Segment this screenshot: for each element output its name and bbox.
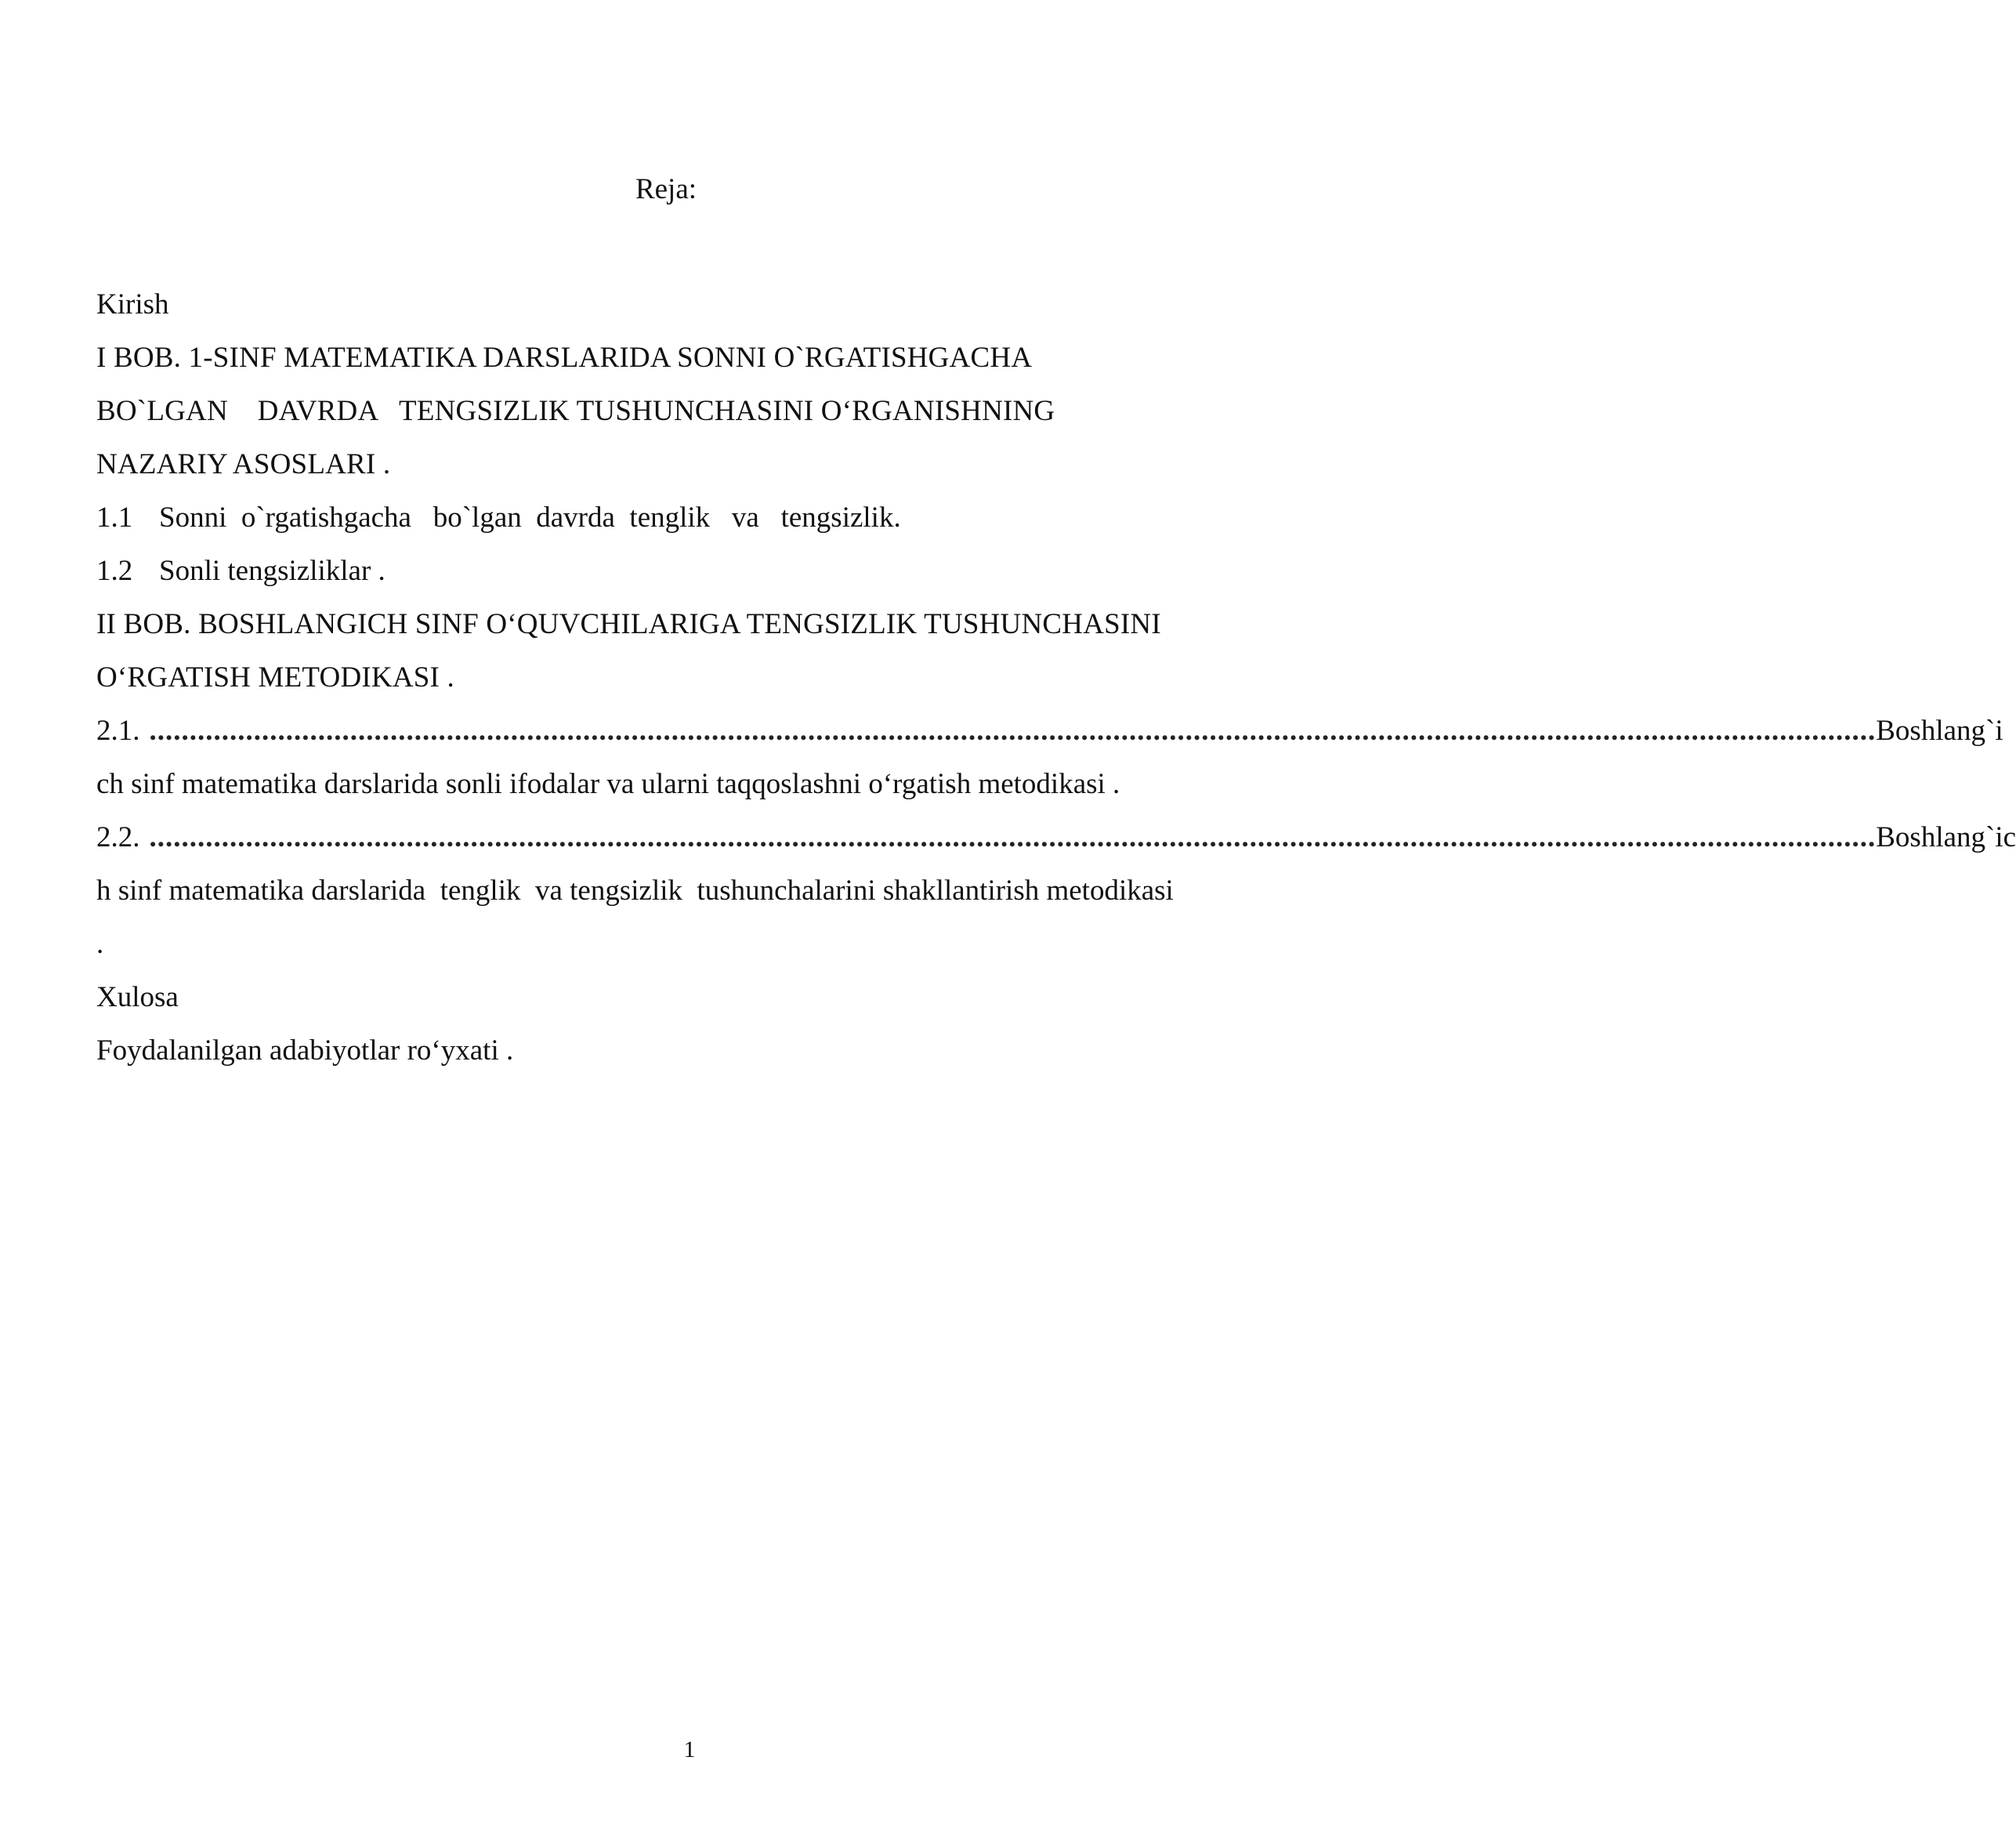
section-number: 1.2 bbox=[96, 555, 133, 587]
toc-chapter1-line1: I BOB. 1-SINF MATEMATIKA DARSLARIDA SONNI O`RGATISHGACHA bbox=[96, 342, 1033, 374]
toc-chapter2-line1: II BOB. BOSHLANGICH SINF O‘QUVCHILARIGA TENGSIZLIK TUSHUNCHASINI bbox=[96, 608, 1161, 640]
toc-section-2-1-continuation: ch sinf matematika darslarida sonli ifodalar va ularni taqqoslashni o‘rgatish metodikasi . bbox=[96, 768, 1120, 800]
page-number: 1 bbox=[683, 1737, 696, 1762]
toc-section-2-2-continuation: h sinf matematika darslarida tenglik va tengsizlik tushunchalarini shakllantirish metodikasi bbox=[96, 875, 1174, 907]
toc-chapter1-line3: NAZARIY ASOSLARI . bbox=[96, 448, 391, 480]
toc-conclusion: Xulosa bbox=[96, 981, 179, 1013]
section-title-start: Boshlang`ic bbox=[1876, 821, 2016, 853]
toc-chapter2-line2: O‘RGATISH METODIKASI . bbox=[96, 661, 454, 694]
toc-section-2-2 bbox=[96, 811, 2016, 864]
section-title-start: Boshlang`i bbox=[1876, 715, 2003, 747]
toc-section-1-1 bbox=[96, 491, 1232, 545]
page-title: Reja: bbox=[635, 173, 697, 205]
section-title: Sonni o`rgatishgacha bo`lgan davrda tenglik va tengsizlik. bbox=[159, 502, 901, 534]
table-of-contents bbox=[96, 278, 2016, 1078]
dot-leader: ....................................................................................................................................................................................................................... bbox=[149, 821, 1877, 853]
toc-intro: Kirish bbox=[96, 288, 169, 321]
toc-section-2-2-continuation-end: . bbox=[96, 928, 104, 960]
section-number: 1.1 bbox=[96, 502, 133, 534]
toc-section-2-1 bbox=[96, 705, 2003, 758]
toc-references: Foydalanilgan adabiyotlar ro‘yxati . bbox=[96, 1034, 514, 1067]
dot-leader: ....................................................................................................................................................................................................................... bbox=[149, 715, 1877, 747]
section-number: 2.1. bbox=[96, 715, 140, 747]
toc-section-1-2 bbox=[96, 545, 1232, 598]
section-title: Sonli tengsizliklar . bbox=[159, 555, 385, 587]
toc-chapter1-line2: BO`LGAN DAVRDA TENGSIZLIK TUSHUNCHASINI O‘RGANISHNING bbox=[96, 395, 1055, 427]
section-number: 2.2. bbox=[96, 821, 140, 853]
